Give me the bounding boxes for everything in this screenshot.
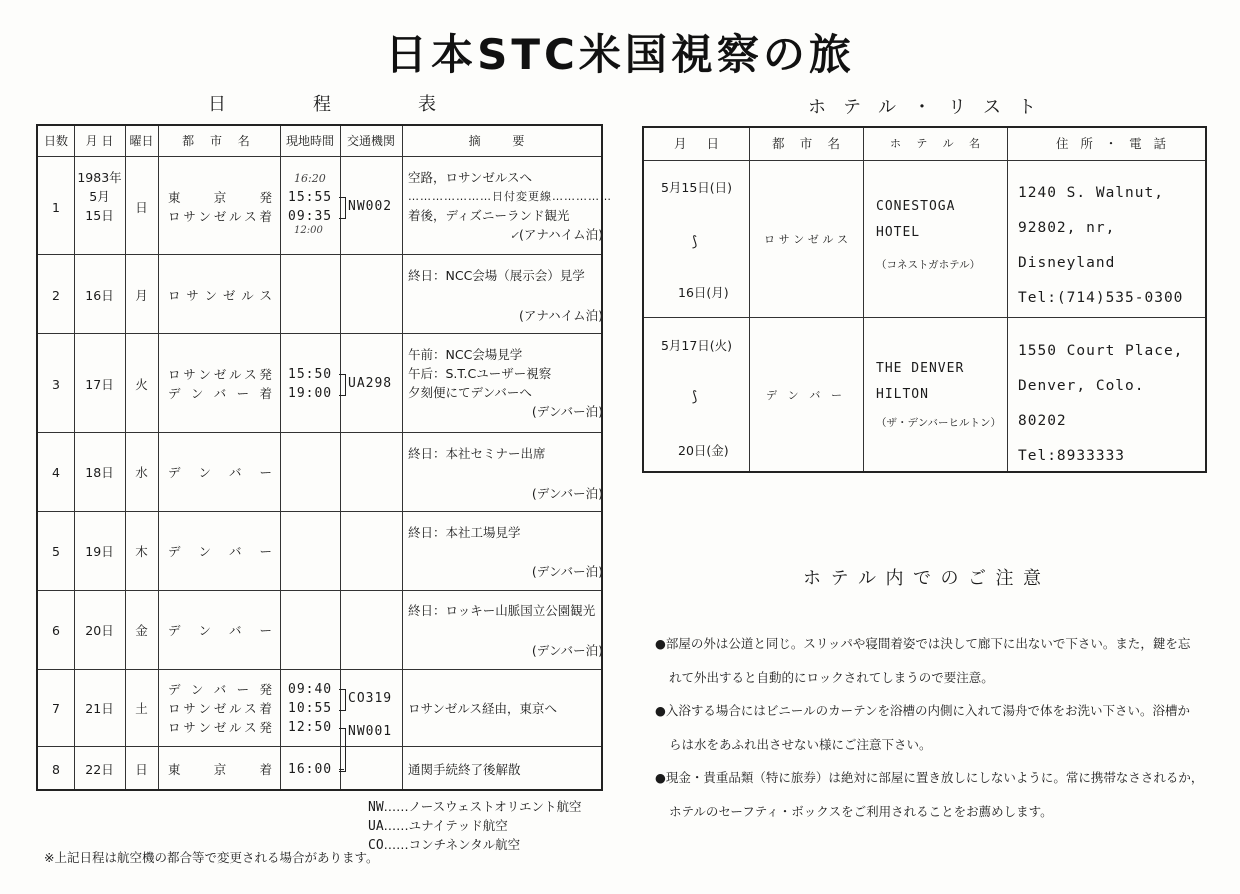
date-day: 20日 [85,623,114,638]
city-char: ン [198,465,211,480]
date-day: 17日 [85,377,114,392]
city-char: ゼ [213,701,227,716]
city-char: ル [241,288,254,303]
header-char: ル [942,137,954,150]
city-line [168,286,272,305]
date-year: 1983年 [77,170,122,185]
city-cell [168,680,272,737]
city-char: ス [836,233,848,246]
city-char: 京 [213,190,227,205]
time-cell [288,680,332,737]
city-char: 東 [168,762,181,777]
weekday: 月 [135,288,148,303]
local-time: 15:50 [288,367,333,382]
airline-code: CO [368,838,384,853]
flight-number: NW001 [348,724,393,739]
hotel-heading-char: リ [948,97,968,118]
col-divider [280,126,281,789]
row-divider [38,254,601,255]
handwritten-time: 16:20 [294,172,326,185]
hotel-name-jp: （コネストガホテル） [876,259,981,271]
airline-name: コンチネンタル航空 [408,837,521,852]
local-time: 16:00 [288,762,333,777]
local-time: 15:55 [288,190,333,205]
city-char: バ [213,682,227,697]
day-number: 6 [52,623,60,638]
day-number: 2 [52,288,60,303]
city-char: バ [228,544,242,559]
summary-cell [408,168,612,245]
overnight-line [408,225,603,245]
city-char: 着 [259,701,272,716]
city-char: 発 [259,190,272,205]
city-char: ロ [168,367,181,382]
hotel-col-header-city [772,128,840,160]
city-char: デ [766,389,777,402]
handwritten-mark: ✓ [509,229,519,242]
airline-name: ノースウェストオリエント航空 [408,799,582,814]
local-time: 09:40 [288,682,333,697]
schedule-footnote: ※上記日程は航空機の都合等で変更される場合があります。 [44,850,379,865]
summary-line: 通関手続終了後解散 [408,762,521,777]
flight-bracket [339,728,346,772]
phone-number: Tel:8933333 [1018,448,1126,464]
summary-cell [408,345,603,421]
col-divider [125,126,126,789]
caution-item-line: らは水をあふれ出させない様にご注意下さい。 [669,736,932,752]
flight-bracket [339,197,346,219]
city-char: ゼ [213,367,227,382]
city-char: ス [244,720,257,735]
city-char: ン [198,209,211,224]
col-divider [863,128,864,471]
city-char: バ [809,389,821,402]
hotel-city [764,230,848,249]
caution-item-line: ホテルのセーフティ・ボックスをご利用されることをお薦めします。 [669,803,1053,819]
leader-dots: …… [383,837,409,852]
header-char: 電 [1129,136,1142,151]
hotel-name-line: HILTON [876,387,929,402]
summary-line: 着後，ディズニーランド観光 [408,208,570,223]
hotel-name [876,356,964,408]
city-char: ス [244,367,257,382]
col-header-date: 月 日 [85,134,114,148]
city-cell [168,365,272,403]
city-char: ン [787,389,799,402]
airline-code: NW [368,800,384,815]
city-char: ン [198,623,211,638]
row-divider [38,333,601,334]
city-char: サ [186,288,199,303]
header-char: 月 [674,136,687,151]
header-char: 所 [1080,136,1093,151]
city-line [168,384,272,403]
date-day: 16日 [85,288,114,303]
hotel-address [1018,334,1183,474]
city-line [168,542,272,561]
weekday: 木 [135,544,148,559]
caution-heading-char: ル [858,568,878,589]
hotel-col-header-address [1056,128,1166,160]
col-header-weekday: 曜日 [129,134,154,148]
address-line: Disneyland [1018,255,1116,271]
hotel-name [876,194,955,246]
city-char: ロ [764,233,775,246]
overnight-stay: (デンバー泊) [531,486,603,501]
city-line [168,463,272,482]
city-char: サ [183,209,196,224]
city-char: ル [228,209,242,224]
city-char: サ [778,233,790,246]
city-char: ロ [168,288,181,303]
col-header-local-time: 現地時間 [285,134,334,148]
city-char: バ [228,465,242,480]
address-line: Denver, Colo. [1018,378,1145,394]
handwritten-time: 12:00 [294,225,323,236]
col-divider [402,126,403,789]
col-header-city: 都 市 名 [182,134,256,148]
city-char: 着 [259,762,272,777]
city-char: 着 [259,386,272,401]
caution-heading-char: テ [830,568,851,589]
airline-legend [368,798,582,855]
caution-heading-char: の [940,568,961,589]
city-char: ル [228,367,242,382]
hotel-heading-char: ト [1018,97,1038,118]
weekday: 日 [135,762,148,777]
city-char: ン [198,720,211,735]
day-number: 3 [52,377,60,392]
range-mark: ⟆ [692,389,698,405]
overnight-stay: (デンバー泊) [531,643,603,658]
date-line-label: 日付変更線 [492,190,552,203]
city-char: ン [190,386,204,401]
day-number: 5 [52,544,60,559]
summary-line: 終日：ロッキー山脈国立公園観光 [408,603,596,618]
city-char: ル [822,233,834,246]
date-day: 18日 [85,465,114,480]
airline-name: ユナイテッド航空 [408,818,508,833]
summary-line: 午前：NCC会場見学 [408,347,523,362]
hotel-heading-char: ・ [913,97,933,118]
city-char: ス [259,288,272,303]
day-number: 4 [52,465,60,480]
city-char: 発 [259,682,272,697]
city-char: デ [168,682,181,697]
range-mark: ⟆ [692,234,698,250]
leader-dots: …… [383,818,409,833]
caution-item-line: ●部屋の外は公道と同じ。スリッパや寝間着姿では決して廊下に出ないで下さい。また，鍵を忘 [655,636,1191,651]
stay-date-to: 20日(金) [678,443,729,458]
local-time: 09:35 [288,209,333,224]
row-divider [644,160,1205,161]
city-char: ゼ [807,233,819,246]
weekday: 金 [135,623,148,638]
overnight-stay: (アナハイム泊) [518,308,603,323]
city-char: ス [244,701,257,716]
flight-bracket [339,689,346,711]
city-line [168,365,272,384]
caution-item-line: ●現金・貴重品類（特に旅券）は絶対に部屋に置き放しにしないように。常に携帯なさされるか， [655,770,1204,785]
schedule-heading-char: 表 [418,94,438,115]
hotel-list-heading [808,93,1038,119]
time-cell [288,365,332,403]
header-char: 名 [968,137,980,150]
airline-legend-row [368,817,582,836]
city-char: ー [259,623,272,638]
city-char: 発 [259,720,272,735]
airline-code: UA [368,819,384,834]
stay-date-from: 5月15日(日) [660,180,733,195]
city-char: ロ [168,701,181,716]
col-divider [1007,128,1008,471]
city-char: ー [259,465,272,480]
header-char: ・ [1104,136,1118,151]
city-line [168,207,272,226]
hotel-col-header-date [674,128,719,160]
header-char: 日 [706,136,719,151]
header-char: テ [916,137,928,150]
overnight-stay: (デンバー泊) [531,404,603,419]
city-line [168,699,272,718]
city-char: ー [259,544,272,559]
city-char: ン [204,288,218,303]
caution-list [655,627,1215,828]
row-divider [38,746,601,747]
hotel-list-table [642,126,1207,473]
header-char: 住 [1056,136,1069,151]
address-line: 1240 S. Walnut, [1018,185,1164,201]
city-line [168,760,272,779]
overnight-stay: (デンバー泊) [531,564,603,579]
caution-heading-char: 内 [885,568,906,589]
local-time: 10:55 [288,701,333,716]
schedule-heading-char: 日 [208,94,228,115]
city-char: ゼ [213,209,227,224]
city-char: 京 [213,762,227,777]
city-line [168,680,272,699]
weekday: 水 [135,465,148,480]
weekday: 日 [135,200,148,215]
hotel-name-line: CONESTOGA [876,199,956,214]
header-char: 市 [799,136,813,151]
local-time: 12:50 [288,720,333,735]
summary-line: 終日：本社セミナー出席 [408,446,546,461]
weekday: 火 [135,377,148,392]
leader-dots: …… [383,799,409,814]
row-divider [38,590,601,591]
caution-item-line: れて外出すると自動的にロックされてしまうので要注意。 [669,669,994,685]
city-char: デ [168,623,181,638]
summary-line: 夕刻便にてデンバーへ [408,385,532,400]
weekday: 土 [135,701,148,716]
day-number: 1 [52,200,60,215]
phone-number: Tel:(714)535-0300 [1018,290,1184,306]
col-header-summary: 摘 要 [468,134,539,148]
caution-heading-char: で [913,568,933,589]
city-char: ロ [168,720,181,735]
schedule-table [36,124,612,791]
city-char: ン [198,367,211,382]
summary-line: 終日：NCC会場（展示会）見学 [408,268,585,283]
city-char: ー [236,386,250,401]
hotel-col-header-name [890,128,980,160]
hotel-heading-char: ル [878,97,898,118]
row-divider [38,156,601,157]
date-month: 5月 [89,189,110,204]
summary-line: 午后：S.T.Cユーザー視察 [408,366,552,381]
day-number: 8 [52,762,60,777]
city-char: ゼ [222,288,236,303]
hotel-heading-char: ホ [808,97,828,118]
address-line: 80202 [1018,413,1067,429]
hotel-address [1018,176,1183,316]
flight-number: CO319 [348,691,393,706]
col-divider [158,126,159,789]
day-number: 7 [52,701,60,716]
city-char: ー [236,682,250,697]
city-char: バ [228,623,242,638]
address-line: 92802, nr, [1018,220,1116,236]
city-char: サ [183,720,196,735]
caution-heading-char: ご [968,568,988,589]
flight-number: NW002 [348,199,393,214]
schedule-heading [208,90,438,116]
caution-item-line: ●入浴する場合にはビニールのカーテンを浴槽の内側に入れて湯舟で体をお洗い下さい。浴槽か [655,703,1191,718]
schedule-heading-char: 程 [313,94,333,115]
col-header-transport: 交通機関 [346,134,395,148]
date-day: 22日 [85,762,114,777]
city-char: ス [244,209,257,224]
local-time: 19:00 [288,386,333,401]
city-char: サ [183,701,196,716]
caution-heading-char: 意 [1023,568,1043,589]
city-line [168,718,272,737]
hotel-city [766,386,842,405]
hotel-name-jp: （ザ・デンバーヒルトン） [876,417,1002,429]
hotel-heading-char: ス [983,97,1003,118]
airline-legend-row [368,836,582,855]
hotel-name-line: HOTEL [876,225,921,240]
address-line: 1550 Court Place, [1018,343,1184,359]
city-char: ロ [168,209,181,224]
flight-bracket [339,374,346,396]
city-char: ン [190,682,204,697]
city-char: バ [213,386,227,401]
city-char: ル [228,701,242,716]
city-char: ル [228,720,242,735]
header-char: 都 [772,136,785,151]
row-divider [38,432,601,433]
header-char: 名 [827,136,840,151]
city-line [168,621,272,640]
document-title: 日本STC米国視察の旅 [385,30,855,79]
city-char: ン [198,701,211,716]
flight-bracket-end [339,769,344,770]
summary-line: 空路，ロサンゼルスへ [408,170,533,185]
city-char: 発 [259,367,272,382]
city-char: デ [168,386,181,401]
airline-legend-row [368,798,582,817]
summary-line: ロサンゼルス経由，東京へ [408,701,558,716]
col-divider [74,126,75,789]
date-day: 21日 [85,701,114,716]
col-header-day-count: 日数 [43,134,68,148]
overnight-stay: (アナハイム泊) [518,227,603,242]
time-cell [288,188,332,226]
hotel-name-line: THE DENVER [876,361,965,376]
date-day: 19日 [85,544,114,559]
date-line-row: …………………日付変更線…………… [408,190,612,203]
row-divider [644,317,1205,318]
city-char: ン [793,233,805,246]
city-char: 着 [259,209,272,224]
summary-line: 終日：本社工場見学 [408,525,521,540]
city-char: 東 [168,190,181,205]
caution-heading-char: ホ [803,568,823,589]
caution-heading-char: 注 [995,568,1016,589]
city-char: ゼ [213,720,227,735]
row-divider [38,511,601,512]
flight-number: UA298 [348,376,393,391]
header-char: 話 [1153,136,1166,151]
city-char: ー [830,389,842,402]
city-char: サ [183,367,196,382]
city-cell [168,188,272,226]
city-line [168,188,272,207]
header-char: ホ [890,137,901,150]
stay-date-from: 5月17日(火) [660,338,733,353]
stay-date-to: 16日(月) [678,285,729,300]
row-divider [38,669,601,670]
city-char: デ [168,465,181,480]
caution-heading [803,564,1043,590]
date-day: 15日 [85,208,114,223]
date-cell [74,168,125,225]
col-divider [749,128,750,471]
hotel-heading-char: テ [843,97,863,118]
city-char: デ [168,544,181,559]
city-char: ン [198,544,211,559]
